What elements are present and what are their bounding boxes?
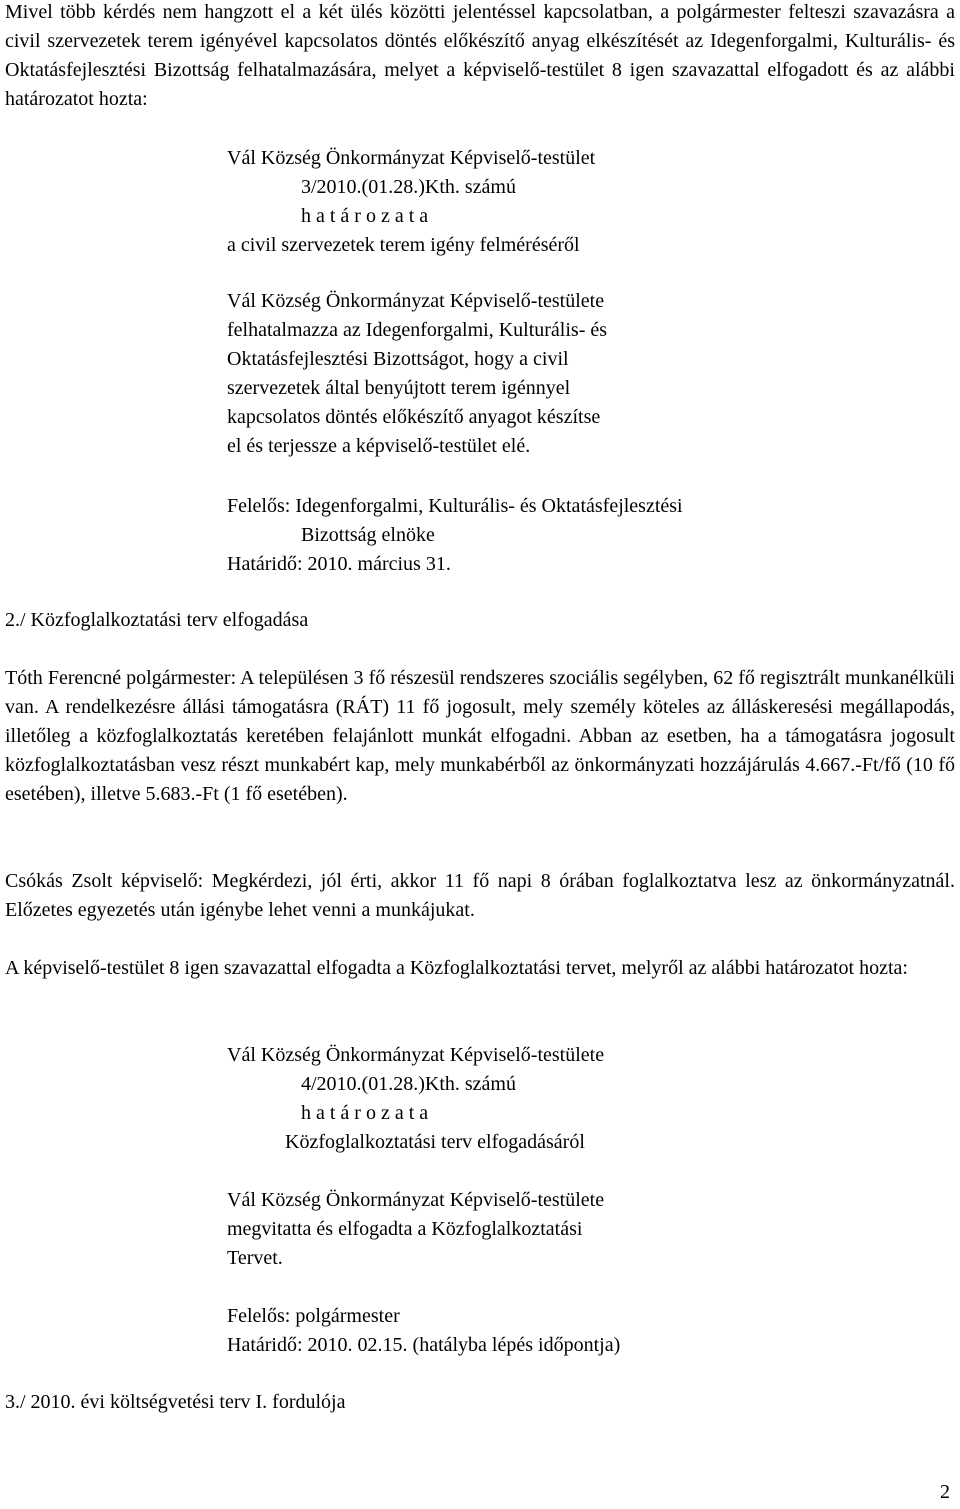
vote-paragraph: A képviselő-testület 8 igen szavazattal elfogadta a Közfoglalkoztatási tervet, melyről az alábbi határozatot hozta: bbox=[5, 957, 908, 979]
intro-paragraph: Mivel több kérdés nem hangzott el a két ülés közötti jelentéssel kapcsolatban, a polgármester felteszi szavazásra a civil szervezetek terem igényével kapcsolatos döntés előkészítő anyag elkészítését az Idegenforgalmi, Kulturális- és Oktatásfejlesztési Bizottság felhatalmazására, melyet a képviselő-testület 8 igen szavazattal elfogadott és az alábbi határozatot hozta: bbox=[5, 1, 955, 110]
resolution-1-text-line: el és terjessze a képviselő-testület elé. bbox=[227, 435, 531, 457]
resolution-2-responsible: Felelős: polgármester bbox=[227, 1305, 400, 1327]
resolution-2-text bbox=[227, 1186, 604, 1273]
page-number: 2 bbox=[940, 1481, 950, 1503]
section-3-title: 3./ 2010. évi költségvetési terv I. fordulója bbox=[5, 1391, 346, 1413]
resolution-2-heading: h a t á r o z a t a bbox=[301, 1102, 429, 1124]
resolution-1-body-name: Vál Község Önkormányzat Képviselő-testület bbox=[227, 147, 596, 169]
resolution-2-text-line: megvitatta és elfogadta a Közfoglalkoztatási bbox=[227, 1218, 583, 1240]
resolution-1-responsible-cont: Bizottság elnöke bbox=[301, 524, 435, 546]
resolution-1-text-line: Oktatásfejlesztési Bizottságot, hogy a civil bbox=[227, 348, 569, 370]
resolution-1-number: 3/2010.(01.28.)Kth. számú bbox=[301, 176, 516, 198]
resolution-2-body-name: Vál Község Önkormányzat Képviselő-testülete bbox=[227, 1044, 605, 1066]
resolution-1-text-line: Vál Község Önkormányzat Képviselő-testülete bbox=[227, 290, 605, 312]
resolution-2-deadline: Határidő: 2010. 02.15. (hatályba lépés időpontja) bbox=[227, 1334, 621, 1356]
resolution-1-deadline: Határidő: 2010. március 31. bbox=[227, 553, 451, 575]
resolution-1-heading: h a t á r o z a t a bbox=[301, 205, 429, 227]
resolution-2-number: 4/2010.(01.28.)Kth. számú bbox=[301, 1073, 516, 1095]
resolution-1-text-line: felhatalmazza az Idegenforgalmi, Kulturális- és bbox=[227, 319, 608, 341]
resolution-1-text-line: szervezetek által benyújtott terem igénnyel bbox=[227, 377, 571, 399]
resolution-2-text-line: Vál Község Önkormányzat Képviselő-testülete bbox=[227, 1189, 605, 1211]
resolution-1-responsible: Felelős: Idegenforgalmi, Kulturális- és Oktatásfejlesztési bbox=[227, 495, 683, 517]
resolution-1-subject: a civil szervezetek terem igény felméréséről bbox=[227, 234, 580, 256]
resolution-1-text-line: kapcsolatos döntés előkészítő anyagot készítse bbox=[227, 406, 601, 428]
resolution-2-text-line: Tervet. bbox=[227, 1247, 283, 1269]
csokas-paragraph: Csókás Zsolt képviselő: Megkérdezi, jól érti, akkor 11 fő napi 8 órában foglalkoztatva lesz az önkormányzatnál. Előzetes egyezetés után igénybe lehet venni a munkájukat. bbox=[5, 870, 955, 921]
section-2-title: 2./ Közfoglalkoztatási terv elfogadása bbox=[5, 609, 309, 631]
resolution-2-subject: Közfoglalkoztatási terv elfogadásáról bbox=[285, 1131, 585, 1153]
resolution-1-text bbox=[227, 287, 607, 461]
toth-paragraph: Tóth Ferencné polgármester: A településen 3 fő részesül rendszeres szociális segélyben, 62 fő regisztrált munkanélküli van. A rendelkezésre állási támogatásra (RÁT) 11 fő jogosult, mely személy köteles az álláskeresési megállapodás, illetőleg a közfoglalkoztatás keretében felajánlott munkát elfogadni. Abban az esetben, ha a támogatásra jogosult közfoglalkoztatásban vesz részt munkabért kap, mely munkabérből az önkormányzati hozzájárulás 4.667.-Ft/fő (10 fő esetében), illetve 5.683.-Ft (1 fő esetében). bbox=[5, 667, 955, 805]
